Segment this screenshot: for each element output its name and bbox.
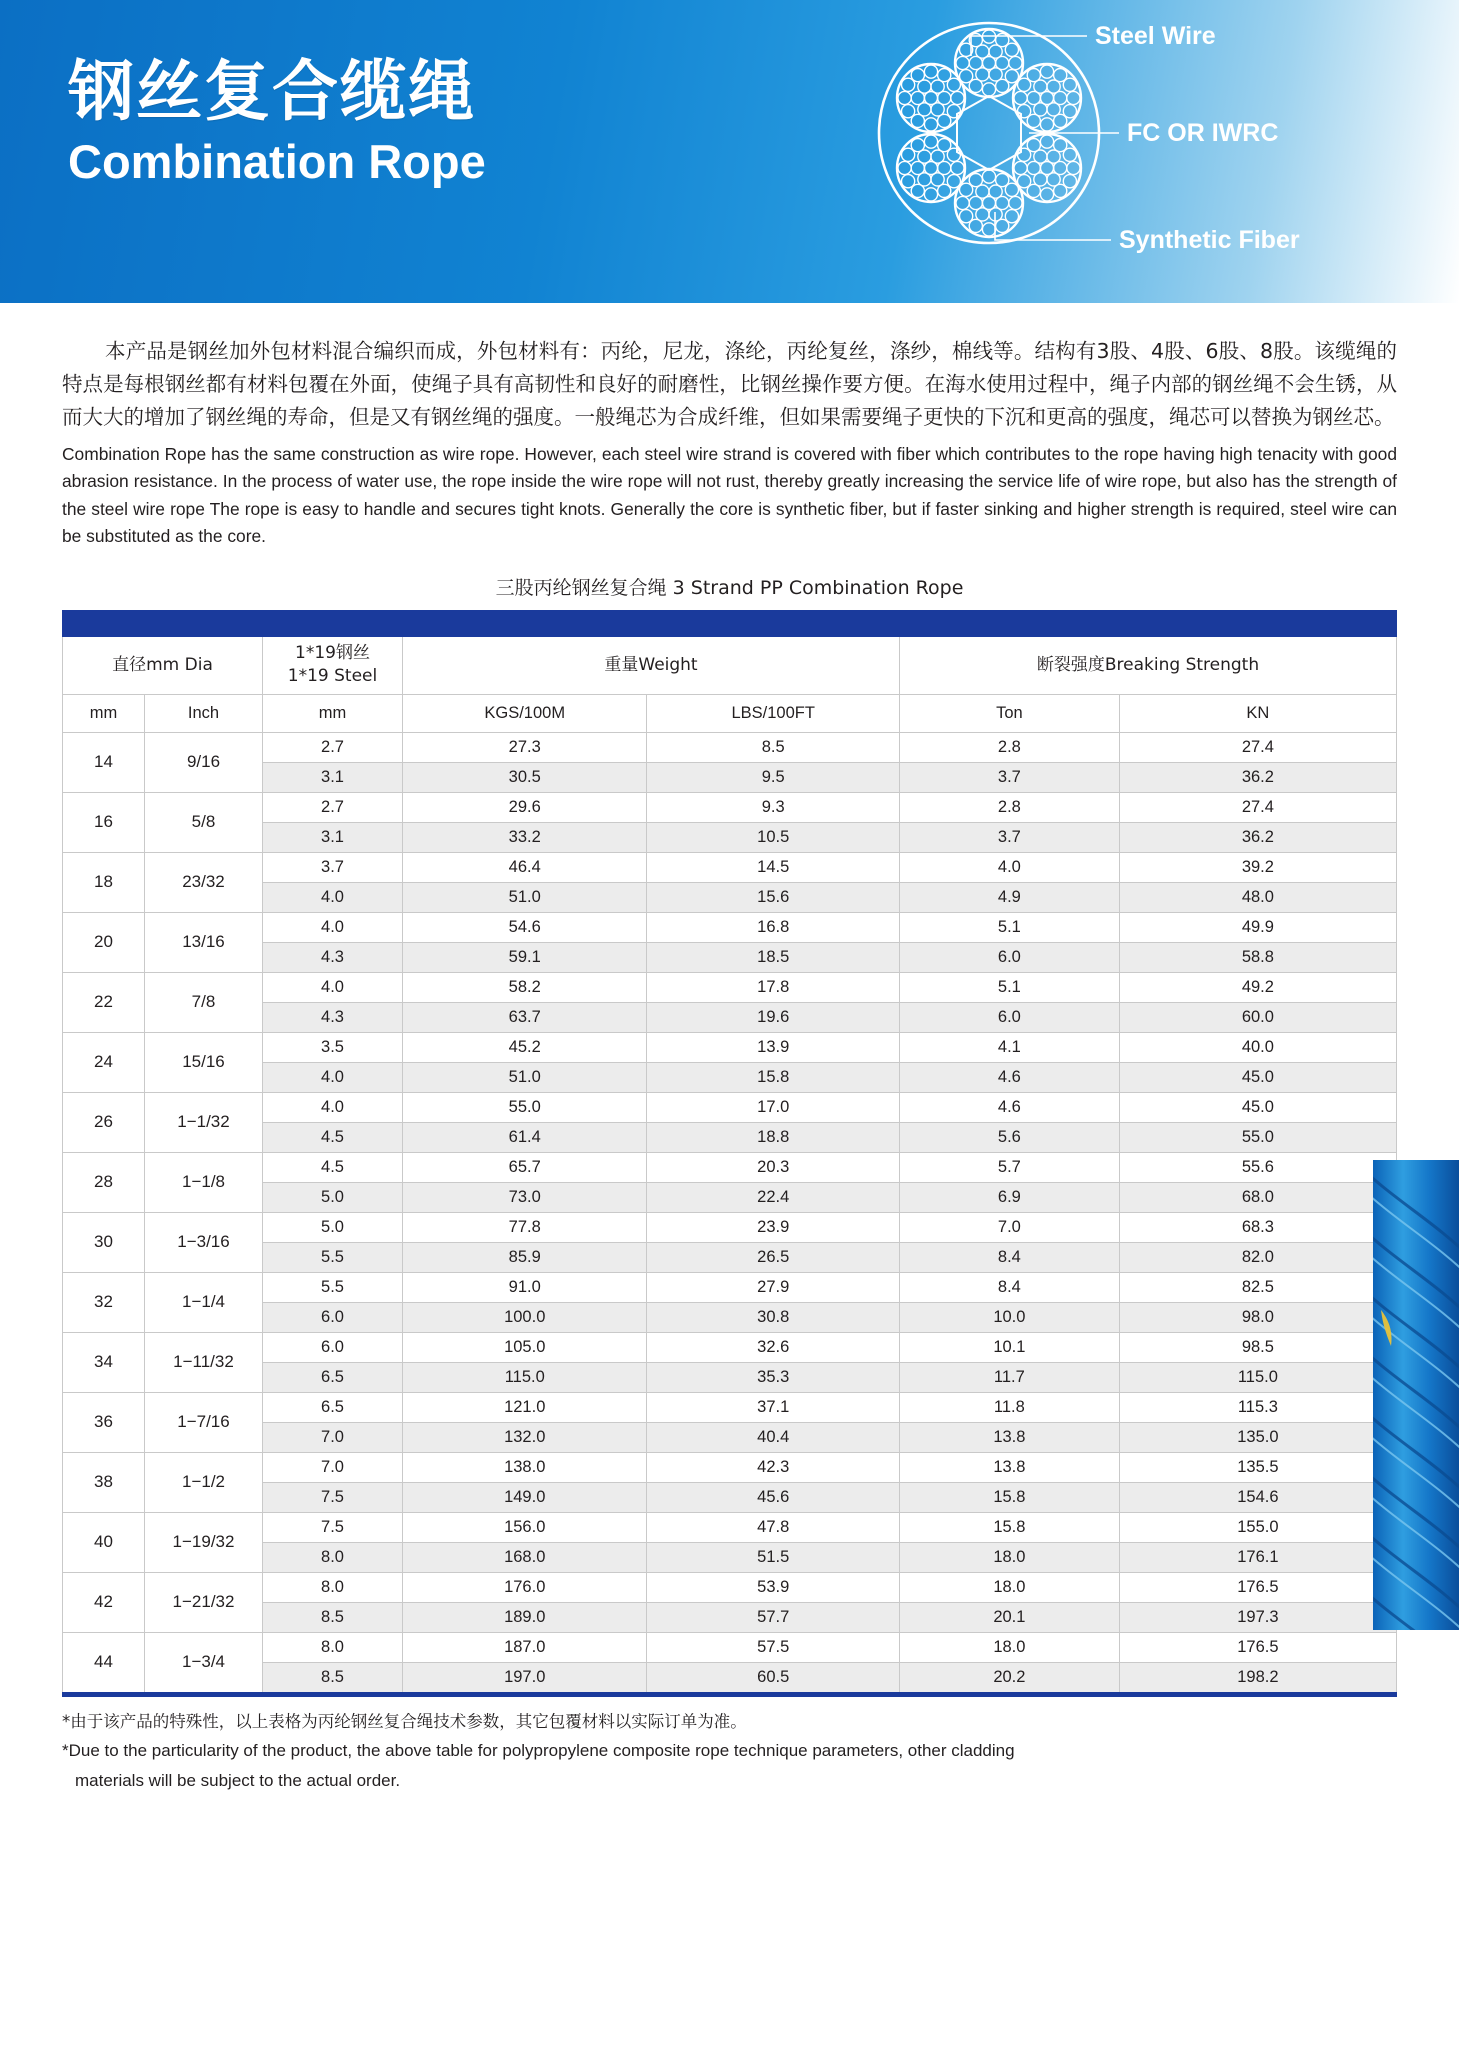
cell-steel-mm: 4.0	[263, 1062, 403, 1092]
cell-lbs-100ft: 17.0	[647, 1092, 900, 1122]
intro-paragraph-en: Combination Rope has the same construction as wire rope. However, each steel wire strand is covered with fiber which contributes to the rope having high tenacity with good abrasion resistance. In the process of water use, the rope inside the wire rope will not rust, thereby greatly increasing the service life of wire rope, but also has the strength of the steel wire rope The rope is easy to handle and secures tight knots. Generally the core is synthetic fiber, but if faster sinking and higher strength is required, steel wire can be substituted as the core.	[62, 443, 1397, 547]
intro-paragraph-cn: 本产品是钢丝加外包材料混合编织而成，外包材料有：丙纶，尼龙，涤纶，丙纶复丝，涤纱，棉线等。结构有3股、4股、6股、8股。该缆绳的特点是每根钢丝都有材料包覆在外面，使绳子具有高韧性和良好的耐磨性，比钢丝操作要方便。在海水使用过程中，绳子内部的钢丝绳不会生锈，从而大大的增加了钢丝绳的寿命，但是又有钢丝绳的强度。一般绳芯为合成纤维，但如果需要绳子更快的下沉和更高的强度，绳芯可以替换为钢丝芯。	[62, 339, 1397, 430]
table-row	[63, 852, 1397, 882]
table-row	[63, 1062, 1397, 1092]
cell-steel-mm: 3.5	[263, 1032, 403, 1062]
table-row	[63, 1422, 1397, 1452]
cell-steel-mm: 8.0	[263, 1542, 403, 1572]
table-row	[63, 1392, 1397, 1422]
cell-kgs-100m: 33.2	[403, 822, 647, 852]
cell-ton: 18.0	[899, 1632, 1119, 1662]
table-row	[63, 1572, 1397, 1602]
cell-steel-mm: 6.0	[263, 1302, 403, 1332]
cell-kgs-100m: 54.6	[403, 912, 647, 942]
cell-kn: 135.5	[1119, 1452, 1396, 1482]
table-row	[63, 1512, 1397, 1542]
cell-dia-mm: 28	[63, 1152, 145, 1212]
table-row	[63, 1482, 1397, 1512]
header-kn: KN	[1119, 694, 1396, 732]
cell-kn: 36.2	[1119, 822, 1396, 852]
cell-steel-mm: 2.7	[263, 732, 403, 762]
cell-lbs-100ft: 16.8	[647, 912, 900, 942]
cell-steel-mm: 4.0	[263, 882, 403, 912]
cell-kgs-100m: 149.0	[403, 1482, 647, 1512]
table-row	[63, 1302, 1397, 1332]
cell-kn: 154.6	[1119, 1482, 1396, 1512]
header-ton: Ton	[899, 694, 1119, 732]
cell-kn: 49.2	[1119, 972, 1396, 1002]
header-kgs: KGS/100M	[403, 694, 647, 732]
cell-kgs-100m: 58.2	[403, 972, 647, 1002]
intro-section	[62, 335, 1397, 551]
header-mm: mm	[63, 694, 145, 732]
cell-kgs-100m: 29.6	[403, 792, 647, 822]
cell-ton: 2.8	[899, 792, 1119, 822]
cell-lbs-100ft: 32.6	[647, 1332, 900, 1362]
cell-kn: 68.0	[1119, 1182, 1396, 1212]
cell-kn: 176.5	[1119, 1632, 1396, 1662]
cell-lbs-100ft: 9.3	[647, 792, 900, 822]
cell-lbs-100ft: 15.8	[647, 1062, 900, 1092]
table-row	[63, 732, 1397, 762]
cell-lbs-100ft: 35.3	[647, 1362, 900, 1392]
header-steel-line2: 1*19 Steel	[287, 666, 378, 687]
cell-dia-inch: 1−21/32	[145, 1572, 263, 1632]
table-row	[63, 822, 1397, 852]
table-header-groups	[63, 636, 1397, 694]
cell-kn: 40.0	[1119, 1032, 1396, 1062]
cell-ton: 8.4	[899, 1272, 1119, 1302]
table-row	[63, 762, 1397, 792]
cell-ton: 6.9	[899, 1182, 1119, 1212]
rope-photo	[1373, 1160, 1459, 1630]
cell-lbs-100ft: 26.5	[647, 1242, 900, 1272]
cell-lbs-100ft: 45.6	[647, 1482, 900, 1512]
cell-lbs-100ft: 18.8	[647, 1122, 900, 1152]
cell-ton: 2.8	[899, 732, 1119, 762]
cell-lbs-100ft: 14.5	[647, 852, 900, 882]
table-row	[63, 1662, 1397, 1692]
table-row	[63, 1212, 1397, 1242]
table-top-bar	[63, 610, 1397, 636]
cell-lbs-100ft: 53.9	[647, 1572, 900, 1602]
cell-ton: 8.4	[899, 1242, 1119, 1272]
cell-ton: 18.0	[899, 1542, 1119, 1572]
cell-dia-inch: 7/8	[145, 972, 263, 1032]
cell-steel-mm: 4.0	[263, 912, 403, 942]
cell-kgs-100m: 121.0	[403, 1392, 647, 1422]
cell-kgs-100m: 91.0	[403, 1272, 647, 1302]
cell-kgs-100m: 27.3	[403, 732, 647, 762]
cell-ton: 13.8	[899, 1452, 1119, 1482]
cell-dia-mm: 30	[63, 1212, 145, 1272]
cell-kgs-100m: 85.9	[403, 1242, 647, 1272]
cell-steel-mm: 8.5	[263, 1662, 403, 1692]
cell-steel-mm: 3.7	[263, 852, 403, 882]
cell-steel-mm: 7.5	[263, 1512, 403, 1542]
cell-kgs-100m: 59.1	[403, 942, 647, 972]
cell-lbs-100ft: 60.5	[647, 1662, 900, 1692]
header-titles	[68, 54, 486, 188]
cell-ton: 20.1	[899, 1602, 1119, 1632]
cell-dia-mm: 42	[63, 1572, 145, 1632]
cell-steel-mm: 5.0	[263, 1182, 403, 1212]
cell-lbs-100ft: 57.5	[647, 1632, 900, 1662]
cell-ton: 18.0	[899, 1572, 1119, 1602]
cell-kn: 48.0	[1119, 882, 1396, 912]
cell-lbs-100ft: 9.5	[647, 762, 900, 792]
table-row	[63, 1122, 1397, 1152]
cell-kn: 36.2	[1119, 762, 1396, 792]
cell-kn: 115.0	[1119, 1362, 1396, 1392]
cell-kgs-100m: 115.0	[403, 1362, 647, 1392]
cell-dia-mm: 40	[63, 1512, 145, 1572]
cell-dia-inch: 1−7/16	[145, 1392, 263, 1452]
cell-steel-mm: 6.5	[263, 1362, 403, 1392]
cell-ton: 5.1	[899, 912, 1119, 942]
table-bottom-bar	[62, 1692, 1397, 1697]
cell-kgs-100m: 176.0	[403, 1572, 647, 1602]
table-row	[63, 882, 1397, 912]
cell-steel-mm: 3.1	[263, 762, 403, 792]
cell-dia-inch: 1−1/8	[145, 1152, 263, 1212]
header-lbs: LBS/100FT	[647, 694, 900, 732]
rope-cross-section-diagram	[819, 0, 1459, 303]
table-row	[63, 1332, 1397, 1362]
cell-kn: 197.3	[1119, 1602, 1396, 1632]
cell-steel-mm: 7.0	[263, 1452, 403, 1482]
cell-steel-mm: 8.0	[263, 1572, 403, 1602]
cell-kn: 115.3	[1119, 1392, 1396, 1422]
cell-kn: 198.2	[1119, 1662, 1396, 1692]
cell-ton: 13.8	[899, 1422, 1119, 1452]
cell-kn: 98.5	[1119, 1332, 1396, 1362]
cell-lbs-100ft: 57.7	[647, 1602, 900, 1632]
cell-steel-mm: 7.5	[263, 1482, 403, 1512]
cell-ton: 7.0	[899, 1212, 1119, 1242]
cell-dia-mm: 44	[63, 1632, 145, 1692]
cell-ton: 11.8	[899, 1392, 1119, 1422]
cell-lbs-100ft: 19.6	[647, 1002, 900, 1032]
label-synthetic-fiber: Synthetic Fiber	[1119, 226, 1300, 254]
table-row	[63, 1602, 1397, 1632]
table-top-bar-cell	[63, 610, 1397, 636]
specification-table	[62, 610, 1397, 1693]
table-caption: 三股丙纶钢丝复合绳 3 Strand PP Combination Rope	[495, 576, 964, 599]
cell-steel-mm: 7.0	[263, 1422, 403, 1452]
cell-kgs-100m: 100.0	[403, 1302, 647, 1332]
cell-dia-inch: 23/32	[145, 852, 263, 912]
cell-lbs-100ft: 13.9	[647, 1032, 900, 1062]
cell-dia-inch: 1−1/4	[145, 1272, 263, 1332]
table-row	[63, 1272, 1397, 1302]
cell-steel-mm: 3.1	[263, 822, 403, 852]
cell-lbs-100ft: 8.5	[647, 732, 900, 762]
cell-ton: 5.7	[899, 1152, 1119, 1182]
header-steel-mm: mm	[263, 694, 403, 732]
cell-kn: 176.1	[1119, 1542, 1396, 1572]
cell-ton: 15.8	[899, 1482, 1119, 1512]
cell-steel-mm: 6.0	[263, 1332, 403, 1362]
cell-lbs-100ft: 30.8	[647, 1302, 900, 1332]
cell-kgs-100m: 61.4	[403, 1122, 647, 1152]
cell-lbs-100ft: 47.8	[647, 1512, 900, 1542]
table-row	[63, 1452, 1397, 1482]
page-title-cn: 钢丝复合缆绳	[68, 54, 476, 128]
cell-kn: 27.4	[1119, 792, 1396, 822]
footnote-en-line2: materials will be subject to the actual order.	[75, 1770, 401, 1790]
cell-ton: 10.0	[899, 1302, 1119, 1332]
cell-dia-mm: 26	[63, 1092, 145, 1152]
cell-ton: 5.6	[899, 1122, 1119, 1152]
table-row	[63, 912, 1397, 942]
cell-kgs-100m: 105.0	[403, 1332, 647, 1362]
cell-ton: 6.0	[899, 942, 1119, 972]
cell-kgs-100m: 132.0	[403, 1422, 647, 1452]
cell-ton: 5.1	[899, 972, 1119, 1002]
cell-kgs-100m: 156.0	[403, 1512, 647, 1542]
cell-dia-inch: 1−1/2	[145, 1452, 263, 1512]
cell-ton: 11.7	[899, 1362, 1119, 1392]
cell-steel-mm: 4.5	[263, 1122, 403, 1152]
table-row	[63, 1002, 1397, 1032]
cell-kn: 135.0	[1119, 1422, 1396, 1452]
cell-ton: 10.1	[899, 1332, 1119, 1362]
header-weight: 重量Weight	[403, 636, 900, 694]
cell-kgs-100m: 138.0	[403, 1452, 647, 1482]
header-strength: 断裂强度Breaking Strength	[899, 636, 1396, 694]
cell-kn: 45.0	[1119, 1092, 1396, 1122]
cell-kn: 176.5	[1119, 1572, 1396, 1602]
table-row	[63, 1182, 1397, 1212]
cell-dia-mm: 20	[63, 912, 145, 972]
cell-kn: 98.0	[1119, 1302, 1396, 1332]
cell-kn: 82.0	[1119, 1242, 1396, 1272]
cell-ton: 20.2	[899, 1662, 1119, 1692]
cell-kn: 60.0	[1119, 1002, 1396, 1032]
label-steel-wire: Steel Wire	[1095, 22, 1216, 50]
table-row	[63, 1092, 1397, 1122]
table-header-units	[63, 694, 1397, 732]
cell-dia-mm: 36	[63, 1392, 145, 1452]
cell-dia-mm: 16	[63, 792, 145, 852]
cell-kn: 55.0	[1119, 1122, 1396, 1152]
cell-ton: 4.0	[899, 852, 1119, 882]
cell-kgs-100m: 46.4	[403, 852, 647, 882]
cell-lbs-100ft: 23.9	[647, 1212, 900, 1242]
cell-kn: 82.5	[1119, 1272, 1396, 1302]
cell-kn: 58.8	[1119, 942, 1396, 972]
page-content	[0, 335, 1459, 1793]
cell-kgs-100m: 55.0	[403, 1092, 647, 1122]
cell-kgs-100m: 45.2	[403, 1032, 647, 1062]
cell-kgs-100m: 187.0	[403, 1632, 647, 1662]
cell-dia-inch: 1−1/32	[145, 1092, 263, 1152]
cell-kgs-100m: 197.0	[403, 1662, 647, 1692]
table-row	[63, 1032, 1397, 1062]
cell-ton: 15.8	[899, 1512, 1119, 1542]
cell-steel-mm: 5.5	[263, 1242, 403, 1272]
cell-kgs-100m: 51.0	[403, 882, 647, 912]
cell-steel-mm: 8.5	[263, 1602, 403, 1632]
footnote-en-line1: *Due to the particularity of the product, the above table for polypropylene composite rope technique parameters, other cladding	[62, 1741, 1015, 1761]
cell-steel-mm: 5.0	[263, 1212, 403, 1242]
cell-steel-mm: 6.5	[263, 1392, 403, 1422]
table-row	[63, 1632, 1397, 1662]
cell-lbs-100ft: 42.3	[647, 1452, 900, 1482]
table-row	[63, 942, 1397, 972]
table-row	[63, 972, 1397, 1002]
cell-steel-mm: 4.3	[263, 942, 403, 972]
cell-lbs-100ft: 27.9	[647, 1272, 900, 1302]
cell-dia-inch: 9/16	[145, 732, 263, 792]
cell-steel-mm: 4.3	[263, 1002, 403, 1032]
cell-kgs-100m: 189.0	[403, 1602, 647, 1632]
cell-ton: 3.7	[899, 822, 1119, 852]
cell-ton: 4.6	[899, 1062, 1119, 1092]
cell-dia-mm: 22	[63, 972, 145, 1032]
table-row	[63, 1362, 1397, 1392]
cell-dia-mm: 18	[63, 852, 145, 912]
label-fc-iwrc: FC OR IWRC	[1127, 119, 1279, 147]
page-header	[0, 0, 1459, 303]
table-row	[63, 792, 1397, 822]
cell-kgs-100m: 63.7	[403, 1002, 647, 1032]
table-row	[63, 1152, 1397, 1182]
cell-kgs-100m: 168.0	[403, 1542, 647, 1572]
cell-kgs-100m: 51.0	[403, 1062, 647, 1092]
cell-dia-inch: 1−19/32	[145, 1512, 263, 1572]
cell-dia-mm: 14	[63, 732, 145, 792]
cell-ton: 4.9	[899, 882, 1119, 912]
cell-steel-mm: 4.0	[263, 1092, 403, 1122]
cell-dia-mm: 32	[63, 1272, 145, 1332]
cell-ton: 3.7	[899, 762, 1119, 792]
cell-dia-mm: 38	[63, 1452, 145, 1512]
footnotes	[62, 1710, 1397, 1794]
cell-lbs-100ft: 37.1	[647, 1392, 900, 1422]
cell-dia-mm: 34	[63, 1332, 145, 1392]
cell-dia-inch: 5/8	[145, 792, 263, 852]
footnote-cn: *由于该产品的特殊性，以上表格为丙纶钢丝复合绳技术参数，其它包覆材料以实际订单为准。	[62, 1711, 747, 1731]
cell-kgs-100m: 65.7	[403, 1152, 647, 1182]
cell-kn: 45.0	[1119, 1062, 1396, 1092]
cell-dia-mm: 24	[63, 1032, 145, 1092]
cell-kn: 55.6	[1119, 1152, 1396, 1182]
cell-dia-inch: 1−11/32	[145, 1332, 263, 1392]
cell-steel-mm: 5.5	[263, 1272, 403, 1302]
cell-kn: 155.0	[1119, 1512, 1396, 1542]
cell-ton: 4.6	[899, 1092, 1119, 1122]
cell-dia-inch: 15/16	[145, 1032, 263, 1092]
cell-lbs-100ft: 20.3	[647, 1152, 900, 1182]
cell-kn: 27.4	[1119, 732, 1396, 762]
page-title-en: Combination Rope	[68, 135, 486, 188]
cell-dia-inch: 1−3/16	[145, 1212, 263, 1272]
cell-lbs-100ft: 22.4	[647, 1182, 900, 1212]
header-inch: Inch	[145, 694, 263, 732]
cell-lbs-100ft: 10.5	[647, 822, 900, 852]
cell-lbs-100ft: 18.5	[647, 942, 900, 972]
table-row	[63, 1542, 1397, 1572]
cell-lbs-100ft: 15.6	[647, 882, 900, 912]
cell-lbs-100ft: 17.8	[647, 972, 900, 1002]
cell-lbs-100ft: 51.5	[647, 1542, 900, 1572]
header-dia: 直径mm Dia	[63, 636, 263, 694]
cell-steel-mm: 2.7	[263, 792, 403, 822]
cell-kn: 39.2	[1119, 852, 1396, 882]
table-row	[63, 1242, 1397, 1272]
cell-steel-mm: 8.0	[263, 1632, 403, 1662]
cell-lbs-100ft: 40.4	[647, 1422, 900, 1452]
cell-steel-mm: 4.5	[263, 1152, 403, 1182]
header-steel-line1: 1*19钢丝	[295, 643, 370, 664]
cell-kgs-100m: 30.5	[403, 762, 647, 792]
cell-kgs-100m: 77.8	[403, 1212, 647, 1242]
header-steel	[263, 636, 403, 694]
cell-dia-inch: 1−3/4	[145, 1632, 263, 1692]
cell-ton: 4.1	[899, 1032, 1119, 1062]
cell-ton: 6.0	[899, 1002, 1119, 1032]
cell-kn: 68.3	[1119, 1212, 1396, 1242]
cell-kn: 49.9	[1119, 912, 1396, 942]
cell-kgs-100m: 73.0	[403, 1182, 647, 1212]
cell-steel-mm: 4.0	[263, 972, 403, 1002]
cell-dia-inch: 13/16	[145, 912, 263, 972]
